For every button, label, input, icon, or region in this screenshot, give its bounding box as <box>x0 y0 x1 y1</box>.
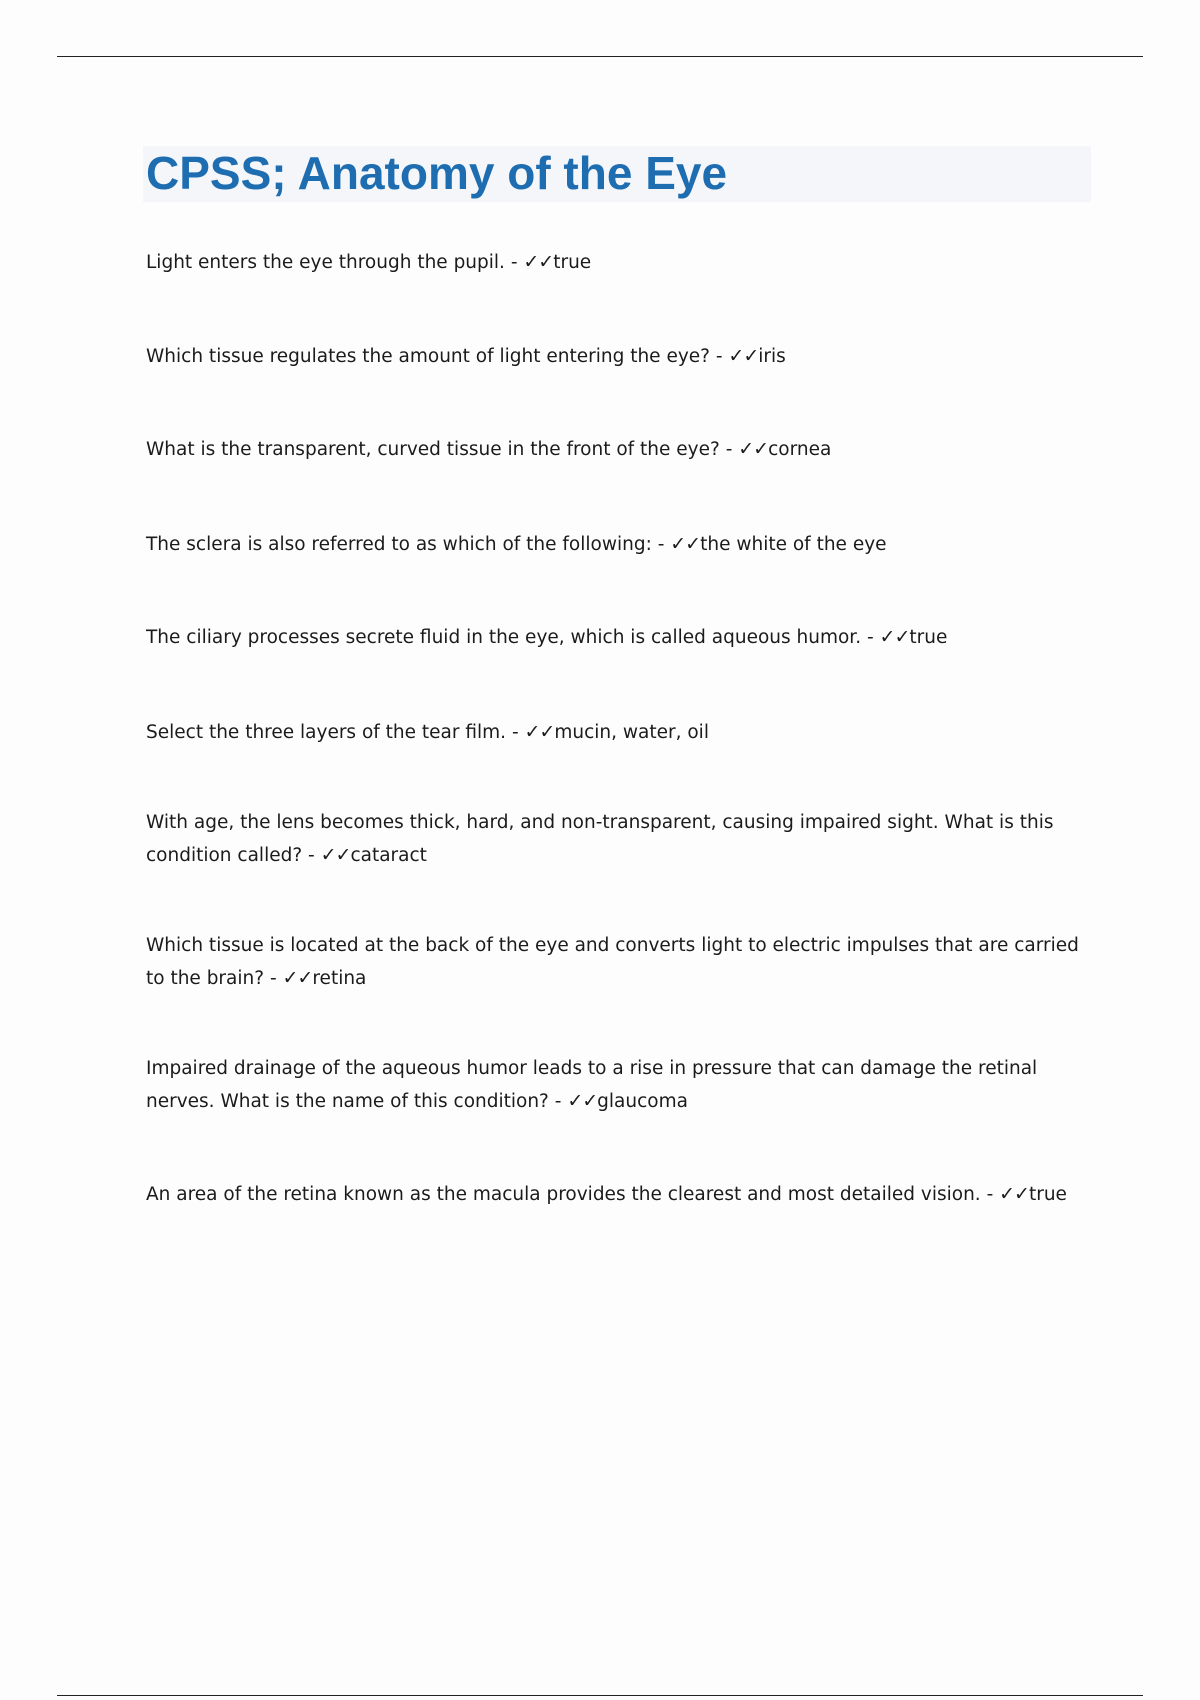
double-check-icon: ✓✓ <box>523 251 554 273</box>
separator: - <box>719 439 739 460</box>
double-check-icon: ✓✓ <box>567 1090 598 1112</box>
separator: - <box>980 1184 1000 1205</box>
qa-item <box>146 1178 1086 1211</box>
double-check-icon: ✓✓ <box>999 1183 1029 1205</box>
separator: - <box>302 845 321 866</box>
footer-rule <box>57 1695 1143 1696</box>
qa-item <box>146 716 1086 749</box>
double-check-icon: ✓✓ <box>738 438 769 460</box>
separator: - <box>548 1091 568 1112</box>
question-text: What is the transparent, curved tissue in the front of the eye? <box>146 439 720 460</box>
separator: - <box>651 534 671 555</box>
double-check-icon: ✓✓ <box>282 967 313 989</box>
answer-text: true <box>1028 1184 1067 1205</box>
qa-item <box>146 1053 1086 1118</box>
double-check-icon: ✓✓ <box>670 533 701 555</box>
double-check-icon: ✓✓ <box>320 844 351 866</box>
separator: - <box>506 722 525 743</box>
qa-item <box>146 621 1086 654</box>
qa-item <box>146 807 1086 872</box>
answer-text: true <box>909 627 948 648</box>
qa-item <box>146 433 1086 466</box>
answer-text: cornea <box>768 439 832 460</box>
header-rule <box>57 56 1143 57</box>
double-check-icon: ✓✓ <box>728 345 759 367</box>
answer-text: glaucoma <box>597 1091 688 1112</box>
question-text: With age, the lens becomes thick, hard, and non-transparent, causing impaired sight. What is this condition called? <box>146 812 1054 866</box>
qa-item <box>146 246 1086 279</box>
question-text: Impaired drainage of the aqueous humor leads to a rise in pressure that can damage the retinal nerves. What is the name of this condition? <box>146 1058 1038 1112</box>
qa-item <box>146 340 1086 373</box>
answer-text: iris <box>758 346 786 367</box>
separator: - <box>861 627 880 648</box>
answer-text: the white of the eye <box>700 534 887 555</box>
question-text: Light enters the eye through the pupil. <box>146 252 505 273</box>
answer-text: cataract <box>350 845 427 866</box>
separator: - <box>709 346 729 367</box>
question-text: Select the three layers of the tear film. <box>146 722 507 743</box>
question-text: Which tissue is located at the back of the eye and converts light to electric impulses that are carried to the brain? <box>146 935 1079 989</box>
question-text: The ciliary processes secrete fluid in the eye, which is called aqueous humor. <box>146 627 862 648</box>
answer-text: true <box>553 252 592 273</box>
answer-text: retina <box>312 968 367 989</box>
qa-item <box>146 528 1086 561</box>
question-text: The sclera is also referred to as which of the following: <box>146 534 652 555</box>
separator: - <box>264 968 283 989</box>
separator: - <box>504 252 524 273</box>
question-text: Which tissue regulates the amount of light entering the eye? <box>146 346 710 367</box>
double-check-icon: ✓✓ <box>524 721 555 743</box>
answer-text: mucin, water, oil <box>554 722 709 743</box>
double-check-icon: ✓✓ <box>879 626 910 648</box>
document-title: CPSS; Anatomy of the Eye <box>146 147 728 199</box>
question-text: An area of the retina known as the macula provides the clearest and most detailed vision. <box>146 1184 981 1205</box>
qa-item <box>146 930 1086 995</box>
